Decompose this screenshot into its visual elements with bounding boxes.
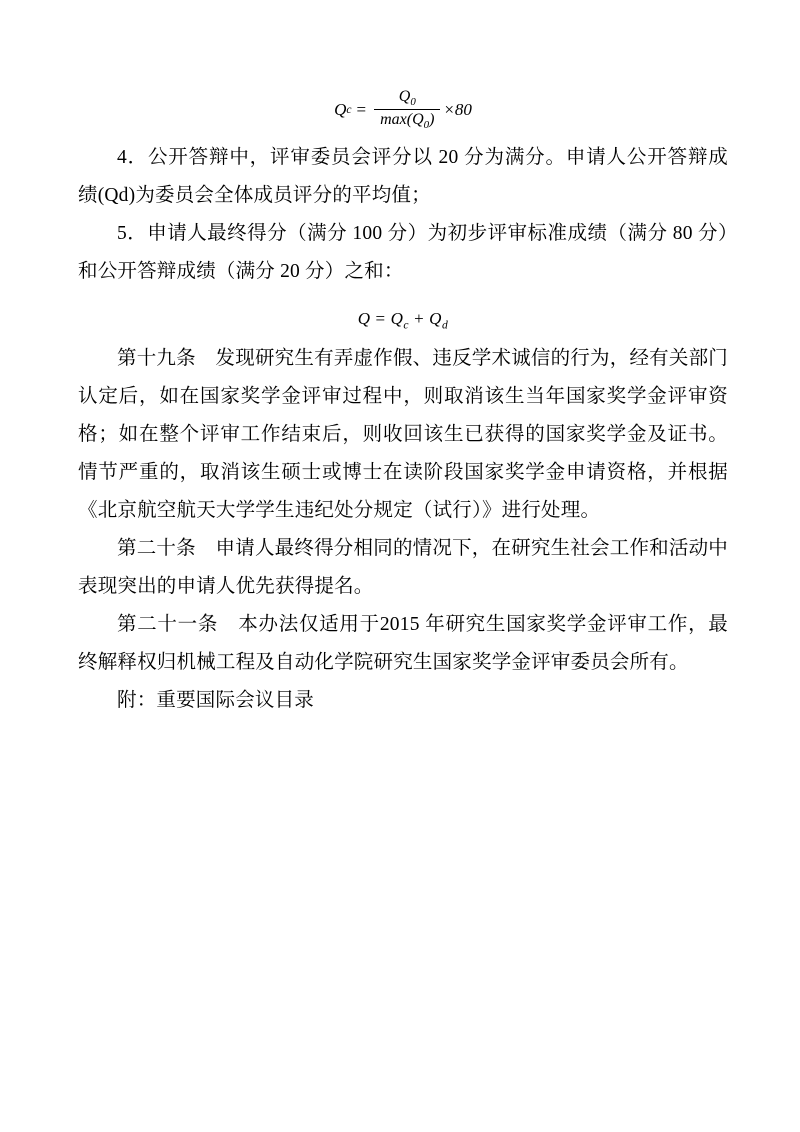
paragraph-article-21: 第二十一条 本办法仅适用于2015 年研究生国家奖学金评审工作，最终解释权归机械工程及自动化学院研究生国家奖学金评审委员会所有。 [78, 613, 728, 673]
formula-q-total-expression [357, 309, 449, 332]
formula-qc-fraction [374, 88, 440, 131]
formula-q-total-term2-sub: d [441, 318, 449, 332]
paragraph-appendix: 附：重要国际会议目录 [117, 689, 315, 711]
paragraph-article-19: 第十九条 发现研究生有弄虚作假、违反学术诚信的行为，经有关部门认定后，如在国家奖学金评审过程中，则取消该生当年国家奖学金评审资格；如在整个评审工作结束后，则收回该生已获得的国家奖学金及证书。情节严重的，取消该生硕士或博士在读阶段国家奖学金申请资格，并根据《北京航空航天大学学生违纪处分规定（试行）》进行处理。 [78, 347, 728, 521]
formula-qc-lhs: Q [334, 99, 347, 119]
paragraph-article-20: 第二十条 申请人最终得分相同的情况下，在研究生社会工作和活动中表现突出的申请人优先获得提名。 [78, 537, 728, 597]
formula-qc-lhs-sub: c [346, 103, 352, 117]
formula-qc-equals: = [356, 99, 367, 119]
formula-q-total-term1-sub: c [403, 318, 410, 332]
formula-q-total-plus: + [414, 309, 425, 329]
formula-qc [78, 88, 728, 131]
formula-qc-denominator [374, 109, 440, 131]
paragraph-item-5: 5．申请人最终得分（满分 100 分）为初步评审标准成绩（满分 80 分）和公开答辩成绩（满分 20 分）之和： [78, 223, 728, 283]
formula-qc-numerator-var: Q [398, 88, 411, 105]
formula-q-total [78, 309, 728, 331]
formula-qc-numerator-sub: 0 [410, 96, 416, 109]
formula-qc-expression [334, 88, 472, 131]
formula-qc-denominator-sub: 0 [423, 119, 430, 132]
formula-qc-numerator [393, 88, 422, 109]
formula-qc-multiplier: ×80 [443, 99, 472, 119]
formula-q-total-term2: Q [429, 309, 442, 329]
formula-q-total-term1: Q [390, 309, 404, 329]
formula-qc-denominator-tail: ) [429, 111, 435, 129]
formula-qc-denominator-var: max(Q [380, 111, 424, 129]
formula-q-total-equals: = [375, 309, 386, 329]
paragraph-item-4: 4．公开答辩中，评审委员会评分以 20 分为满分。申请人公开答辩成绩(Qd)为委员会全体成员评分的平均值； [78, 147, 728, 207]
formula-q-total-lhs: Q [357, 309, 371, 329]
